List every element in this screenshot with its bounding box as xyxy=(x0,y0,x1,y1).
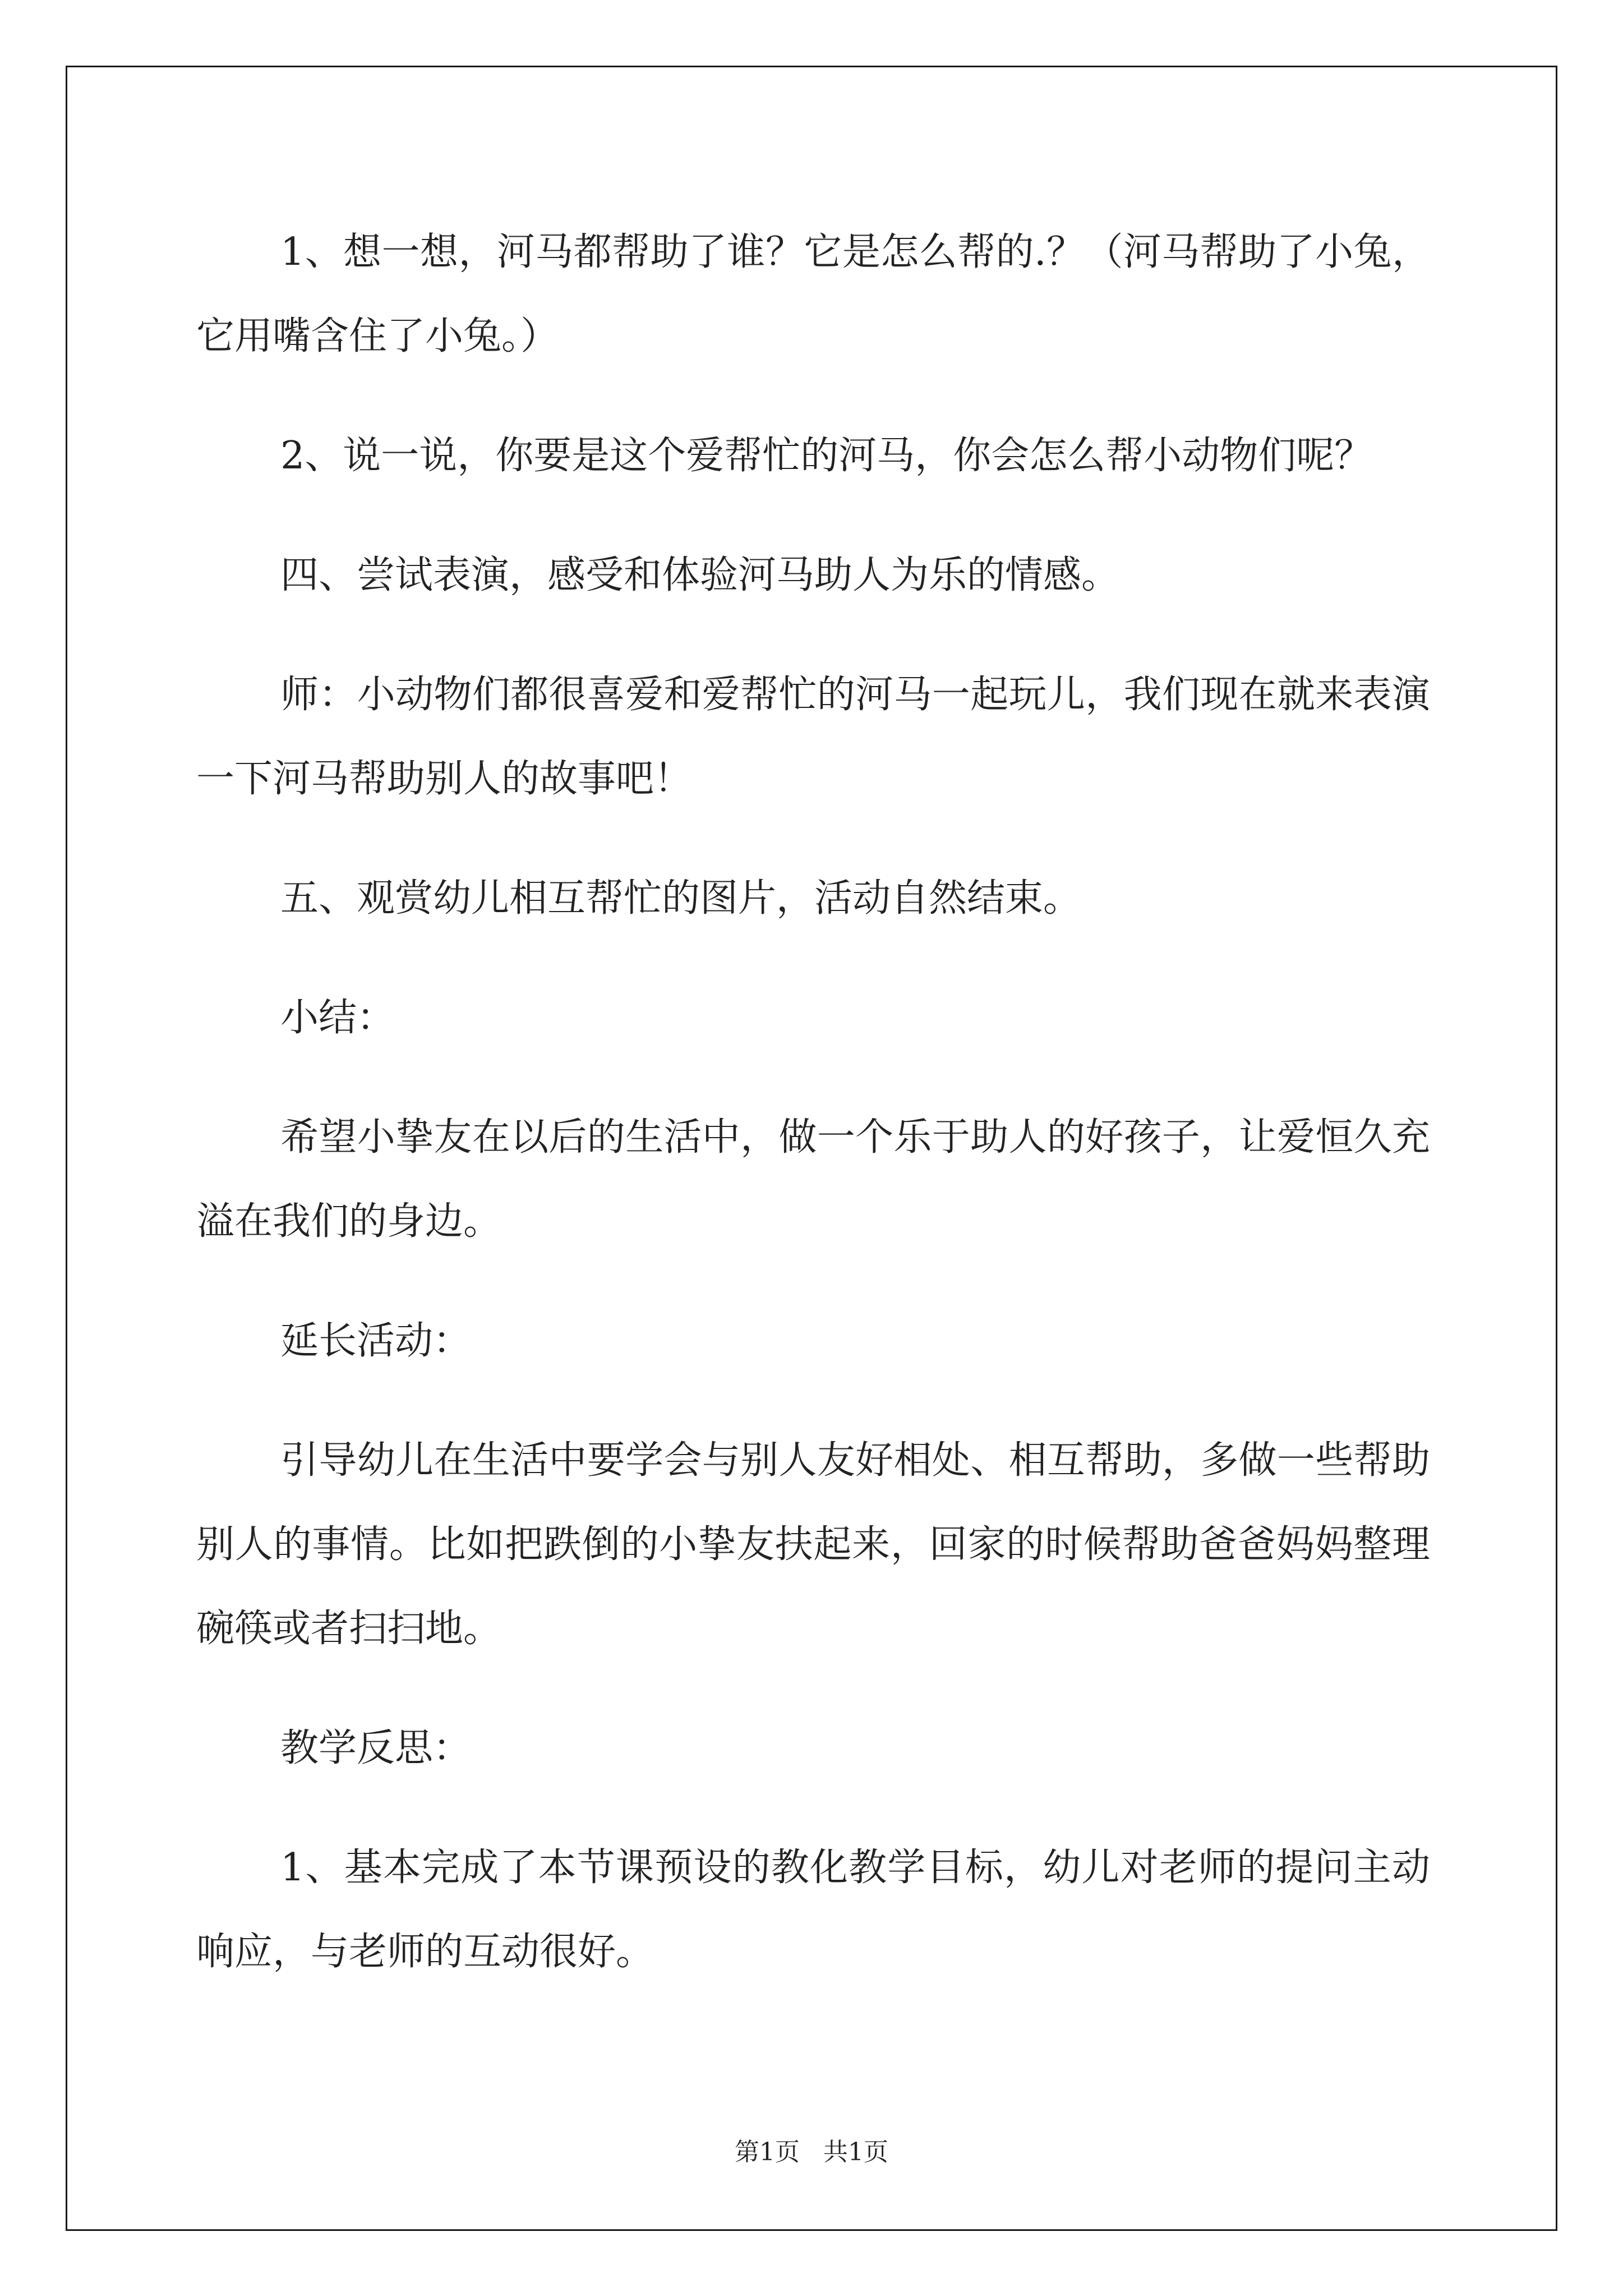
heading-extension: 延长活动： xyxy=(280,1319,472,1363)
paragraph-extension: 引导幼儿在生活中要学会与别人友好相处、相互帮助，多做一些帮助别人的事情。比如把跌倒的小挚友扶起来，回家的时候帮助爸爸妈妈整理碗筷或者扫扫地。 xyxy=(196,1438,1430,1651)
paragraph-question-2: 2、说一说，你要是这个爱帮忙的河马，你会怎么帮小动物们呢？ xyxy=(280,434,1373,478)
document-body xyxy=(196,210,1430,2030)
paragraph-teacher-line: 师：小动物们都很喜爱和爱帮忙的河马一起玩儿，我们现在就来表演一下河马帮助别人的故事吧！ xyxy=(196,673,1430,801)
heading-reflection: 教学反思： xyxy=(280,1726,472,1770)
paragraph-section-4: 四、尝试表演，感受和体验河马助人为乐的情感。 xyxy=(280,553,1120,597)
paragraph-summary: 希望小挚友在以后的生活中，做一个乐于助人的好孩子，让爱恒久充溢在我们的身边。 xyxy=(196,1115,1430,1244)
page-footer xyxy=(0,2132,1623,2168)
paragraph-reflection-1: 1、基本完成了本节课预设的教化教学目标，幼儿对老师的提问主动响应，与老师的互动很好。 xyxy=(196,1846,1430,1974)
page-number-current: 第1页 xyxy=(735,2138,800,2166)
heading-summary: 小结： xyxy=(280,996,395,1040)
paragraph-question-1: 1、想一想，河马都帮助了谁？它是怎么帮的.？（河马帮助了小兔，它用嘴含住了小兔。） xyxy=(196,230,1430,358)
paragraph-section-5: 五、观赏幼儿相互帮忙的图片，活动自然结束。 xyxy=(280,876,1082,921)
page-number-total: 共1页 xyxy=(823,2138,888,2166)
